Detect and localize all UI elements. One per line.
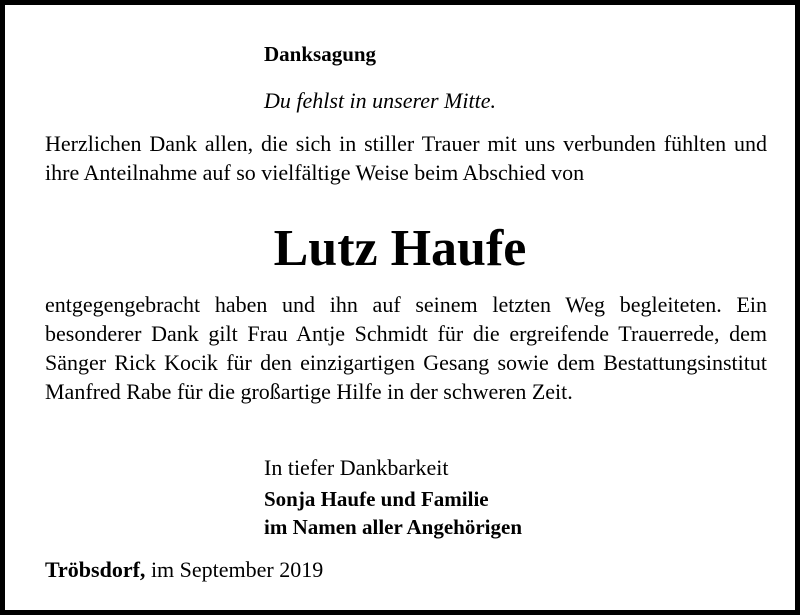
body-paragraph: entgegengebracht haben und ihn auf seinem letzten Weg begleiteten. Ein besonderer Dank gilt Frau Antje Schmidt für die ergreifende Trauerrede, dem Sänger Rick Kocik für den einzigartigen Gesang sowie dem Bestattungsinstitut Manfred Rabe für die großartige Hilfe in der schweren Zeit. [45, 292, 767, 404]
notice-motto: Du fehlst in unserer Mitte. [264, 88, 496, 113]
intro-paragraph: Herzlichen Dank allen, die sich in stiller Trauer mit uns verbunden fühlten und ihre Anteilnahme auf so vielfältige Weise beim Abschied von [45, 131, 767, 185]
closing-line: In tiefer Dankbarkeit [264, 455, 449, 480]
signature-line-1: Sonja Haufe und Familie [264, 487, 489, 511]
footer-place-date [45, 555, 323, 584]
deceased-name: Lutz Haufe [273, 220, 527, 277]
signature-line-2: im Namen aller Angehörigen [264, 515, 523, 539]
notice-heading: Danksagung [264, 42, 377, 66]
footer-place: Tröbsdorf, [45, 557, 146, 582]
footer-date: im September 2019 [145, 557, 324, 582]
